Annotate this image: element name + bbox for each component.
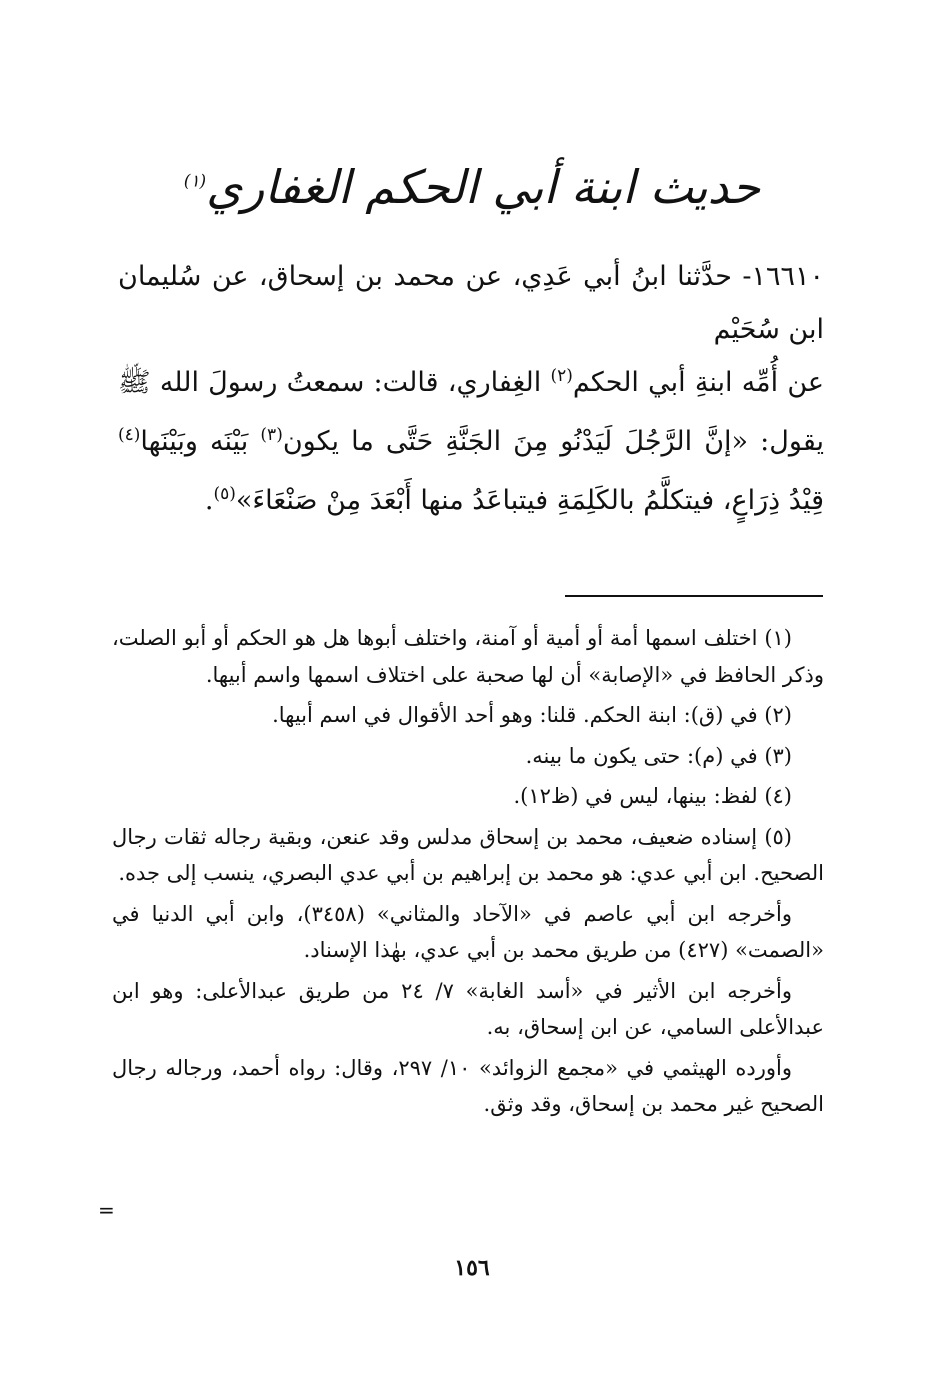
hadith-text-end: . <box>204 485 214 516</box>
footnotes-section <box>112 620 824 1127</box>
hadith-text-part-1: عن أُمِّه ابنةِ أبي الحكم <box>572 367 824 398</box>
title-footnote-ref: (١) <box>183 171 207 192</box>
footnote-2: (٢) في (ق): ابنة الحكم. قلنا: وهو أحد الأقوال في اسم أبيها. <box>272 703 792 727</box>
hadith-isnad: ١٦٦١٠- حدَّثنا ابنُ أبي عَدِي، عن محمد بن إسحاق، عن سُليمان ابن سُحَيْم <box>118 261 824 345</box>
footnote-5-extra-3: وأورده الهيثمي في «مجمع الزوائد» ١٠/ ٢٩٧، وقال: رواه أحمد، ورجاله رجال الصحيح غير محمد بن إسحاق، وقد وثق. <box>112 1055 824 1116</box>
footnote-ref-4: (٤) <box>118 425 141 445</box>
footnote-1: (١) اختلف اسمها أمة أو أمية أو آمنة، واختلف أبوها هل هو الحكم أو أبو الصلت، وذكر الحافظ في «الإصابة» أن لها صحبة على اختلاف اسمها واسم أبيها. <box>112 626 824 687</box>
footnote-3: (٣) في (م): حتى يكون ما بينه. <box>525 743 792 768</box>
footnote-ref-5: (٥) <box>213 484 236 504</box>
chapter-title <box>0 160 944 214</box>
hadith-text-part-4: قِيْدُ ذِرَاعٍ، فيتكلَّمُ بالكَلِمَةِ فيتباعَدُ منها أَبْعَدَ مِنْ صَنْعَاءَ» <box>235 485 824 516</box>
page-number: ١٥٦ <box>454 1255 490 1281</box>
footnote-5: (٥) إسناده ضعيف، محمد بن إسحاق مدلس وقد عنعن، وبقية رجاله ثقات رجال الصحيح. ابن أبي عدي: هو محمد بن إبراهيم بن أبي عدي البصري، ينسب إلى جده. <box>112 824 824 885</box>
footnote-separator <box>565 595 823 597</box>
footnote-ref-2: (٢) <box>550 366 573 386</box>
footnote-5-extra-1: وأخرجه ابن أبي عاصم في «الآحاد والمثاني» (٣٤٥٨)، وابن أبي الدنيا في «الصمت» (٤٢٧) من طريق محمد بن أبي عدي، بهٰذا الإسناد. <box>112 901 824 962</box>
hadith-text-part-3: بَيْنَه وبَيْنَها <box>140 426 261 457</box>
footnote-4: (٤) لفظ: بينها، ليس في (ظ١٢). <box>513 784 792 808</box>
hadith-text-part-2: الغِفاري، قالت: سمعتُ رسولَ الله ﷺ يقول: «إنَّ الرَّجُلَ لَيَدْنُو مِنَ الجَنَّةِ حَتَّى ما يكون <box>118 367 824 457</box>
footnote-ref-3: (٣) <box>260 425 283 445</box>
continuation-mark: = <box>98 1198 115 1222</box>
footnote-5-extra-2: وأخرجه ابن الأثير في «أسد الغابة» ٧/ ٢٤ من طريق عبدالأعلى: وهو ابن عبدالأعلى السامي، عن ابن إسحاق، به. <box>112 978 824 1039</box>
hadith-matn <box>118 350 824 527</box>
chapter-title-text: حديث ابنة أبي الحكم الغفاري <box>206 160 761 214</box>
